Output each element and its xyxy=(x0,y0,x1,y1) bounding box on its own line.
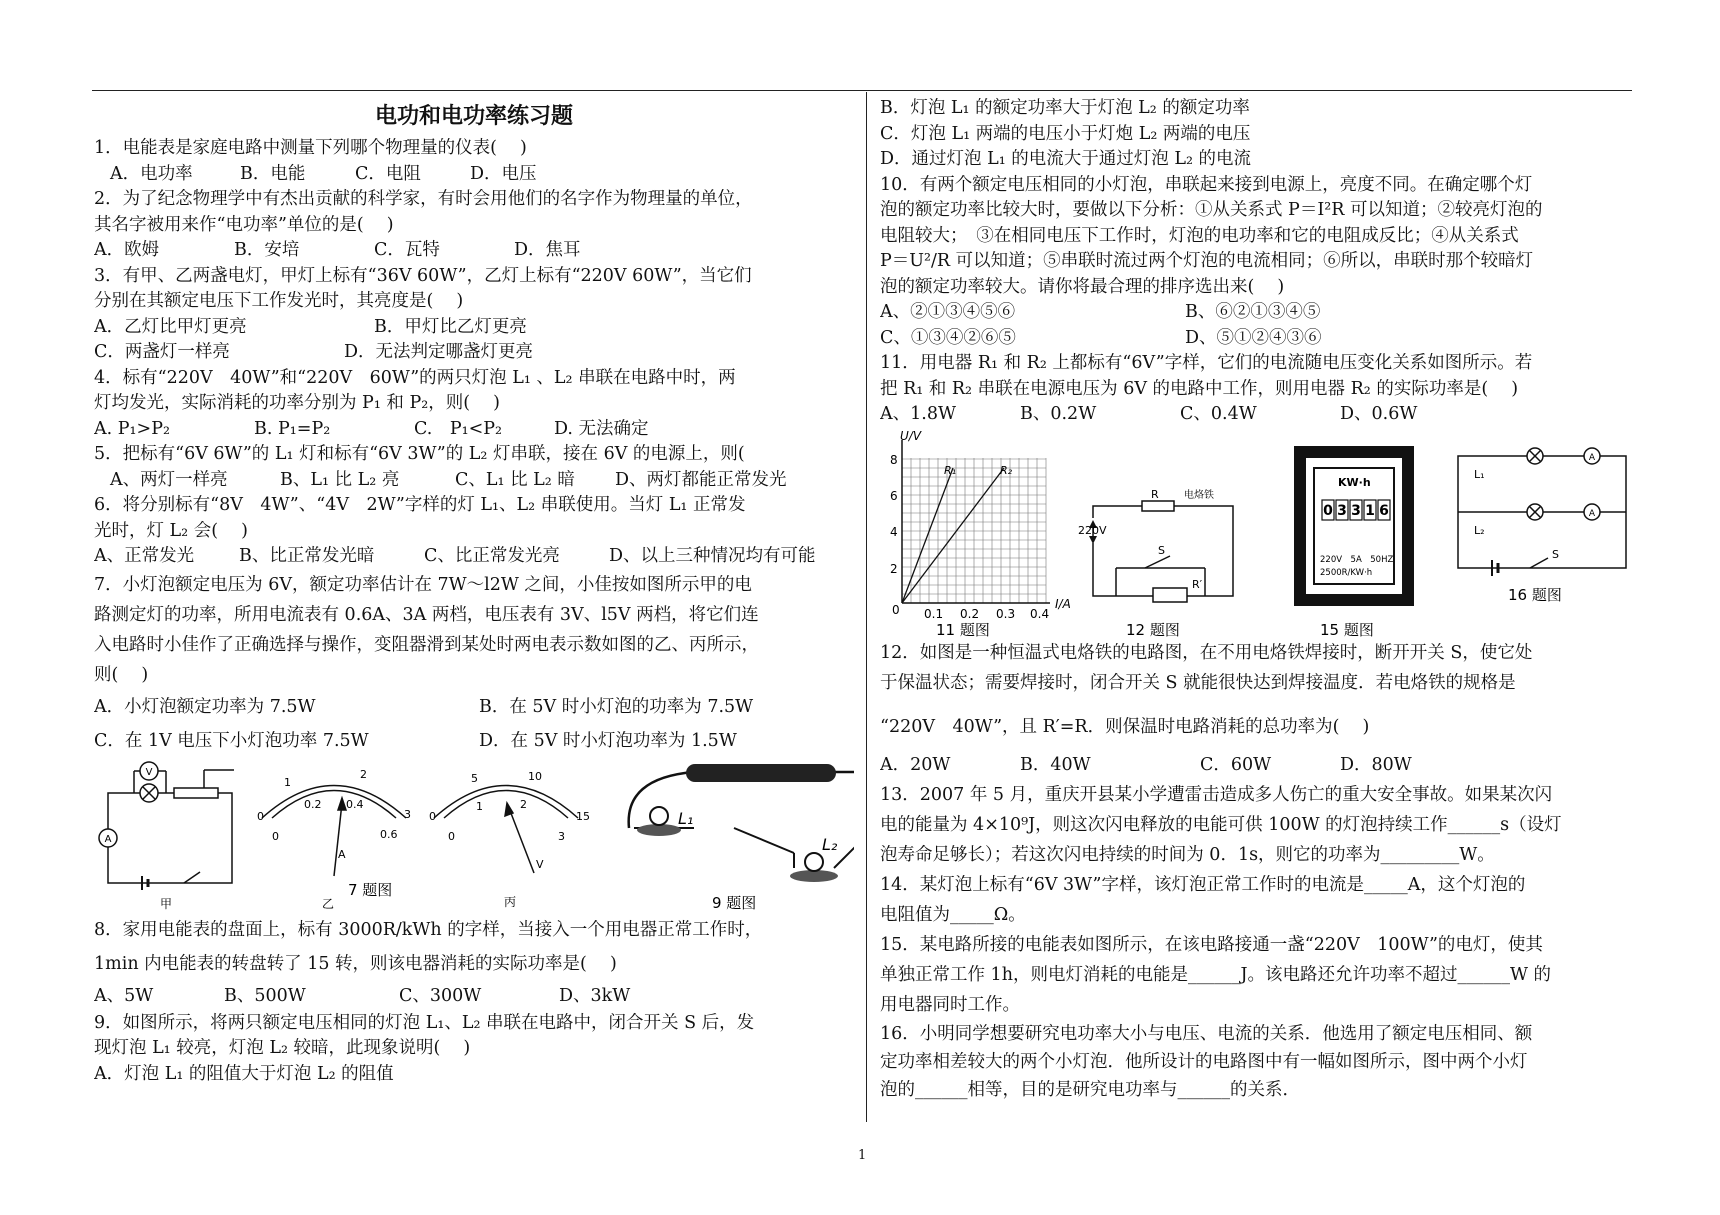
q3-option-c[interactable]: C．两盏灯一样亮 xyxy=(94,342,230,362)
question-9-continued xyxy=(880,96,1632,173)
fig7-circuit-jia xyxy=(99,762,234,890)
q10-line-1: 10．有两个额定电压相同的小灯泡，串联起来接到电源上，亮度不同。在确定哪个灯 xyxy=(880,174,1533,195)
q13-line-1: 13．2007 年 5 月，重庆开县某小学遭雷击造成多人伤亡的重大安全事故。如果某次闪 xyxy=(880,784,1553,805)
fig7-voltmeter-tick-2: 2 xyxy=(520,797,527,811)
fig9-caption: 9 题图 xyxy=(712,893,757,912)
fig7-ammeter-tick-1: 1 xyxy=(284,775,291,789)
figures-7-9 xyxy=(94,758,854,913)
q11-line-1: 11．用电器 R₁ 和 R₂ 上都标有“6V”字样，它们的电流随电压变化关系如图所示。若 xyxy=(880,353,1533,373)
fig7-voltmeter-unit: V xyxy=(536,857,544,871)
fig15-unit: KW·h xyxy=(1338,475,1371,489)
column-divider xyxy=(866,92,867,1122)
q12-option-d[interactable]: D．80W xyxy=(1340,754,1412,775)
q7-option-b[interactable]: B．在 5V 时小灯泡的功率为 7.5W xyxy=(479,696,754,717)
q12-options xyxy=(880,750,1632,780)
q4-option-b[interactable]: B. P₁=P₂ xyxy=(254,418,331,439)
q7-options-cd xyxy=(94,724,854,758)
fig11-xtick-02: 0.2 xyxy=(960,606,980,621)
q7-option-c[interactable]: C．在 1V 电压下小灯泡功率 7.5W xyxy=(94,730,369,751)
fig16-label-l1: L₁ xyxy=(1474,467,1485,481)
q6-option-a[interactable]: A、正常发光 xyxy=(94,546,195,566)
q5-stem: 5．把标有“6V 6W”的 L₁ 灯和标有“6V 3W”的 L₂ 灯串联，接在 6V 的电源上，则( xyxy=(94,444,745,464)
fig7-voltmeter-symbol: V xyxy=(145,766,153,778)
q2-option-d[interactable]: D．焦耳 xyxy=(514,240,581,260)
q2-options xyxy=(94,238,854,264)
q10-option-b[interactable]: B、⑥②①③④⑤ xyxy=(1185,302,1321,322)
fig11-xtick-0: 0 xyxy=(892,602,900,617)
q10-line-5: 泡的额定功率较大。请你将最合理的排序选出来( ) xyxy=(880,276,1285,297)
fig7-caption: 7 题图 xyxy=(348,880,393,899)
q5-options xyxy=(94,468,854,494)
fig7-fig9-svg xyxy=(94,758,854,913)
fig15-caption: 15 题图 xyxy=(1320,620,1374,638)
fig11-label-r1: R₁ xyxy=(944,463,957,477)
fig12-label-220v: 220V xyxy=(1078,523,1107,537)
fig7-ammeter-tick-3: 3 xyxy=(404,807,411,821)
q10-line-2: 泡的额定功率比较大时，要做以下分析：①从关系式 P＝I²R 可以知道；②较亮灯泡的 xyxy=(880,200,1543,220)
fig16-caption: 16 题图 xyxy=(1508,585,1562,604)
q2-option-a[interactable]: A．欧姆 xyxy=(94,240,160,260)
q5-option-c[interactable]: C、L₁ 比 L₂ 暗 xyxy=(455,469,575,490)
fig11-line-r1 xyxy=(902,468,953,603)
q4-option-c[interactable]: C. P₁<P₂ xyxy=(414,418,503,439)
fig12-label-iron: 电烙铁 xyxy=(1184,489,1214,501)
q10-option-d[interactable]: D、⑤①②④③⑥ xyxy=(1185,327,1322,348)
q11-line-2: 把 R₁ 和 R₂ 串联在电源电压为 6V 的电路中工作，则用电器 R₂ 的实际功率是( ) xyxy=(880,378,1519,399)
question-13 xyxy=(880,780,1632,870)
fig7-ammeter-tick-0b: 0 xyxy=(272,829,279,843)
fig7-ammeter-tick-04: 0.4 xyxy=(346,797,364,811)
q1-option-b[interactable]: B．电能 xyxy=(240,163,306,184)
question-6 xyxy=(94,493,854,570)
q11-option-d[interactable]: D、0.6W xyxy=(1340,404,1418,424)
fig16-ammeter-1: A xyxy=(1588,452,1596,463)
q7-stem-4: 则( ) xyxy=(94,664,149,685)
q15-line-2: 单独正常工作 1h，则电灯消耗的电能是______J。该电路还允许功率不超过______W 的 xyxy=(880,964,1552,985)
fig11-ytick-4: 4 xyxy=(890,524,898,539)
fig9-label-l2: L₂ xyxy=(822,834,838,854)
q3-stem-1: 3．有甲、乙两盏电灯，甲灯上标有“36V 60W”，乙灯上标有“220V 60W”，当它们 xyxy=(94,265,752,286)
q16-line-2: 定功率相差较大的两个小灯泡．他所设计的电路图中有一幅如图所示，图中两个小灯 xyxy=(880,1051,1528,1072)
q11-option-b[interactable]: B、0.2W xyxy=(1020,404,1097,424)
fig7-voltmeter-tick-0b: 0 xyxy=(448,829,455,843)
q16-line-3: 泡的______相等，目的是研究电功率与______的关系． xyxy=(880,1079,1300,1100)
q10-option-c[interactable]: C、①③④②⑥⑤ xyxy=(880,327,1016,348)
q8-option-d[interactable]: D、3kW xyxy=(559,985,631,1006)
q6-option-d[interactable]: D、以上三种情况均有可能 xyxy=(609,546,816,566)
question-2 xyxy=(94,187,854,264)
q1-stem: 1．电能表是家庭电路中测量下列哪个物理量的仪表( ) xyxy=(94,138,527,158)
question-11 xyxy=(880,351,1632,428)
fig7-label-yi: 乙 xyxy=(322,896,335,911)
q3-option-d[interactable]: D．无法判定哪盏灯更亮 xyxy=(344,342,534,362)
question-5 xyxy=(94,442,854,493)
fig7-ammeter-tick-06: 0.6 xyxy=(380,827,398,841)
q16-line-1: 16．小明同学想要研究电功率大小与电压、电流的关系．他选用了额定电压相同、额 xyxy=(880,1023,1533,1044)
q7-option-d[interactable]: D．在 5V 时小灯泡功率为 1.5W xyxy=(479,730,737,751)
q11-option-c[interactable]: C、0.4W xyxy=(1180,404,1257,424)
fig15-spec: 220V 5A 50HZ xyxy=(1320,554,1394,565)
fig7-voltmeter-tick-10: 10 xyxy=(528,769,542,783)
fig12-label-s: S xyxy=(1158,543,1165,557)
q2-stem-2: 其名字被用来作“电功率”单位的是( ) xyxy=(94,214,394,235)
q8-option-b[interactable]: B、500W xyxy=(224,985,306,1006)
question-3 xyxy=(94,264,854,366)
fig11-grid xyxy=(902,458,1046,603)
question-8 xyxy=(94,913,854,1011)
q3-options-ab xyxy=(94,315,854,341)
fig11-label-r2: R₂ xyxy=(1000,463,1013,477)
fig12-label-r: R xyxy=(1151,487,1159,501)
fig7-voltmeter-tick-5: 5 xyxy=(471,771,478,785)
fig7-ammeter-symbol: A xyxy=(104,833,112,845)
q4-stem-2: 灯均发光，实际消耗的功率分别为 P₁ 和 P₂，则( ) xyxy=(94,393,500,413)
fig11-caption: 11 题图 xyxy=(936,620,990,638)
q10-line-4: P＝U²/R 可以知道；⑤串联时流过两个灯泡的电流相同；⑥所以，串联时那个较暗灯 xyxy=(880,251,1534,271)
page-number: 1 xyxy=(858,1148,867,1163)
fig7-ammeter-tick-2: 2 xyxy=(360,767,367,781)
q10-line-3: 电阻较大； ③在相同电压下工作时，灯泡的电功率和它的电阻成反比；④从关系式 xyxy=(880,225,1519,246)
q4-option-a[interactable]: A. P₁>P₂ xyxy=(94,418,171,439)
q9-option-d[interactable]: D．通过灯泡 L₁ 的电流大于通过灯泡 L₂ 的电流 xyxy=(880,149,1252,169)
q6-options xyxy=(94,544,854,570)
q3-option-a[interactable]: A．乙灯比甲灯更亮 xyxy=(94,316,247,337)
q2-option-c[interactable]: C．瓦特 xyxy=(374,240,440,260)
q7-stem-1: 7．小灯泡额定电压为 6V，额定功率估计在 7W～l2W 之间，小佳按如图所示甲的电 xyxy=(94,574,752,595)
q2-option-b[interactable]: B．安培 xyxy=(234,240,300,260)
q9-option-a[interactable]: A．灯泡 L₁ 的阻值大于灯泡 L₂ 的阻值 xyxy=(94,1063,394,1084)
fig7-ammeter-tick-02: 0.2 xyxy=(304,797,322,811)
q12-option-a[interactable]: A．20W xyxy=(880,754,951,775)
q2-stem-1: 2．为了纪念物理学中有杰出贡献的科学家，有时会用他们的名字作为物理量的单位， xyxy=(94,189,753,209)
page-title: 电功和电功率练习题 xyxy=(374,103,573,129)
q9-option-b[interactable]: B．灯泡 L₁ 的额定功率大于灯泡 L₂ 的额定功率 xyxy=(880,98,1250,118)
fig15-digit: 3 xyxy=(1337,502,1347,519)
q1-option-a[interactable]: A．电功率 xyxy=(110,163,193,184)
q7-options-ab xyxy=(94,690,854,724)
fig11-ytick-6: 6 xyxy=(890,488,898,503)
fig15-digit: 6 xyxy=(1379,502,1389,519)
question-7 xyxy=(94,570,854,758)
fig11-ytick-8: 8 xyxy=(890,452,898,467)
question-9 xyxy=(94,1011,854,1088)
left-column xyxy=(94,96,854,1087)
figures-11-16 xyxy=(880,428,1632,638)
q7-stem-2: 路测定灯的功率，所用电流表有 0.6A、3A 两档，电压表有 3V、l5V 两档，将它们连 xyxy=(94,604,759,625)
q15-line-1: 15．某电路所接的电能表如图所示，在该电路接通一盏“220V 100W”的电灯，使其 xyxy=(880,934,1543,955)
fig7-voltmeter-tick-15: 15 xyxy=(576,809,590,823)
q6-stem-1: 6．将分别标有“8V 4W”、“4V 2W”字样的灯 L₁、L₂ 串联使用。当灯 L₁ 正常发 xyxy=(94,495,746,515)
q9-option-c[interactable]: C．灯泡 L₁ 两端的电压小于灯炮 L₂ 两端的电压 xyxy=(880,123,1251,144)
q9-stem-1: 9．如图所示，将两只额定电压相同的灯泡 L₁、L₂ 串联在电路中，闭合开关 S 后，发 xyxy=(94,1012,755,1033)
q5-option-a[interactable]: A、两灯一样亮 xyxy=(110,469,228,490)
fig11-16-svg xyxy=(880,428,1632,638)
fig7-ammeter-unit: A xyxy=(338,847,346,861)
fig11-xtick-01: 0.1 xyxy=(924,606,944,621)
q11-option-a[interactable]: A、1.8W xyxy=(880,404,956,424)
q9-stem-2: 现灯泡 L₁ 较亮，灯泡 L₂ 较暗，此现象说明( ) xyxy=(94,1038,471,1058)
q1-option-c[interactable]: C．电阻 xyxy=(355,163,421,184)
question-4 xyxy=(94,366,854,443)
q13-line-2: 电的能量为 4×10⁹J，则这次闪电释放的电能可供 100W 的灯泡持续工作______s（设灯 xyxy=(880,814,1562,835)
fig15-digit: 1 xyxy=(1365,502,1375,519)
q10-option-a[interactable]: A、②①③④⑤⑥ xyxy=(880,302,1016,322)
q8-stem-1: 8．家用电能表的盘面上，标有 3000R/kWh 的字样，当接入一个用电器正常工作时， xyxy=(94,919,763,940)
fig16-ammeter-2: A xyxy=(1588,508,1596,519)
q3-stem-2: 分别在其额定电压下工作发光时，其亮度是( ) xyxy=(94,291,464,311)
fig15-meter xyxy=(1294,446,1414,606)
q6-option-b[interactable]: B、比正常发光暗 xyxy=(239,546,375,566)
q10-options-cd xyxy=(880,326,1632,352)
right-column xyxy=(880,96,1632,1104)
q13-line-3: 泡寿命足够长）；若这次闪电持续的时间为 0．1s，则它的功率为_________W。 xyxy=(880,844,1495,865)
q12-option-b[interactable]: B．40W xyxy=(1020,754,1091,775)
q12-line-3: “220V 40W”，且 R′=R．则保温时电路消耗的总功率为( ) xyxy=(880,716,1370,737)
question-15 xyxy=(880,930,1632,1020)
q5-option-d[interactable]: D、两灯都能正常发光 xyxy=(615,469,787,490)
q8-options xyxy=(94,981,854,1011)
q15-line-3: 用电器同时工作。 xyxy=(880,994,1020,1015)
q5-option-b[interactable]: B、L₁ 比 L₂ 亮 xyxy=(280,469,400,490)
fig11-line-r2 xyxy=(902,468,1004,603)
fig11-xtick-04: 0.4 xyxy=(1030,606,1050,621)
question-12 xyxy=(880,638,1632,780)
fig7-voltmeter-tick-1: 1 xyxy=(476,799,483,813)
q8-stem-2: 1min 内电能表的转盘转了 15 转，则该电器消耗的实际功率是( ) xyxy=(94,953,617,974)
fig15-digit: 0 xyxy=(1323,502,1333,519)
fig11-xtick-03: 0.3 xyxy=(996,606,1016,621)
fig11-ytick-2: 2 xyxy=(890,561,898,576)
header-rule xyxy=(92,90,1632,91)
q10-options-ab xyxy=(880,300,1632,326)
q8-option-a[interactable]: A、5W xyxy=(94,985,154,1006)
fig11-ylabel: U/V xyxy=(900,428,922,443)
fig15-digit: 3 xyxy=(1351,502,1361,519)
q14-line-1: 14．某灯泡上标有“6V 3W”字样，该灯泡正常工作时的电流是_____A，这个灯泡的 xyxy=(880,874,1526,895)
q7-stem-3: 入电路时小佳作了正确选择与操作，变阻器滑到某处时两电表示数如图的乙、丙所示， xyxy=(94,634,759,655)
question-14 xyxy=(880,870,1632,930)
q8-option-c[interactable]: C、300W xyxy=(399,985,482,1006)
q12-option-c[interactable]: C．60W xyxy=(1200,754,1272,775)
q4-option-d[interactable]: D. 无法确定 xyxy=(554,418,649,439)
question-1 xyxy=(94,136,854,187)
q6-option-c[interactable]: C、比正常发光亮 xyxy=(424,546,560,566)
q14-line-2: 电阻值为_____Ω。 xyxy=(880,904,1026,925)
question-16 xyxy=(880,1020,1632,1104)
fig7-ammeter-tick-0: 0 xyxy=(257,809,264,823)
fig7-voltmeter-dial xyxy=(434,785,578,873)
fig15-rev: 2500R/KW·h xyxy=(1320,567,1373,578)
q11-options xyxy=(880,402,1632,428)
fig12-label-rprime: R′ xyxy=(1192,577,1203,591)
fig12-caption: 12 题图 xyxy=(1126,620,1180,638)
question-10 xyxy=(880,173,1632,352)
fig16-label-l2: L₂ xyxy=(1474,523,1485,537)
fig7-voltmeter-tick-0: 0 xyxy=(429,809,436,823)
fig9-label-l1: L₁ xyxy=(678,808,694,828)
q4-stem-1: 4．标有“220V 40W”和“220V 60W”的两只灯泡 L₁ 、L₂ 串联在电路中时，两 xyxy=(94,367,736,388)
q7-option-a[interactable]: A．小灯泡额定功率为 7.5W xyxy=(94,696,316,717)
fig7-voltmeter-tick-3: 3 xyxy=(558,829,565,843)
q1-option-d[interactable]: D．电压 xyxy=(470,163,537,184)
q12-line-2: 于保温状态；需要焊接时，闭合开关 S 就能很快达到焊接温度．若电烙铁的规格是 xyxy=(880,672,1516,693)
fig9-circuit xyxy=(629,764,854,882)
q3-option-b[interactable]: B．甲灯比乙灯更亮 xyxy=(374,316,527,337)
fig7-label-jia: 甲 xyxy=(160,896,173,911)
q3-options-cd xyxy=(94,340,854,366)
fig12-arrow-down-icon xyxy=(1089,536,1097,544)
q6-stem-2: 光时，灯 L₂ 会( ) xyxy=(94,520,248,541)
fig16-label-s: S xyxy=(1552,547,1559,561)
q1-options xyxy=(94,162,854,188)
fig7-label-bing: 丙 xyxy=(504,894,517,909)
fig11-xlabel: I/A xyxy=(1055,596,1071,611)
q4-options xyxy=(94,417,854,443)
q12-line-1: 12．如图是一种恒温式电烙铁的电路图，在不用电烙铁焊接时，断开开关 S，使它处 xyxy=(880,642,1533,663)
